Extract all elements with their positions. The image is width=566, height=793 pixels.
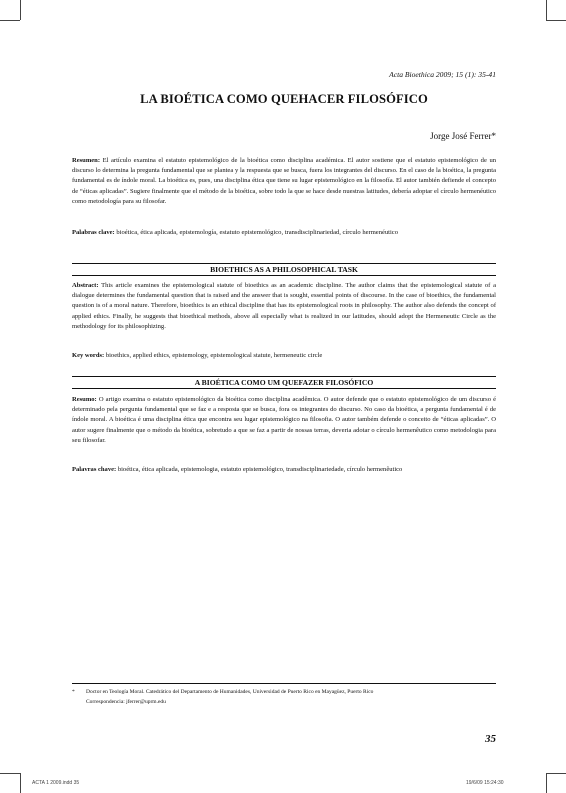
footnote-mark: * bbox=[72, 689, 75, 695]
resumen-paragraph bbox=[72, 156, 496, 207]
palabras-clave-paragraph bbox=[72, 228, 496, 238]
resumo-paragraph bbox=[72, 395, 496, 446]
palavras-chave-label: Palavras chave: bbox=[72, 466, 117, 473]
resumo-text: O artigo examina o estatuto epistemológico da bioética como disciplina acadêmica. O autor defende que o estatuto epistemológico de um discurso é determinado pela pergunta fundamental que se faz e a resposta que se busca, fora os integrantes do discurso. No caso da bioética, a pergunta fundamental é de índole moral. A bioética é uma disciplina ética que encontra seu lugar epistemológico na filosofia. O autor também defende o conceito de “éticas aplicadas”. O autor sugere finalmente que o método da bioética, sobretudo a que se faz a partir de nossas terras, deveria adotar o círculo hermenêutico como metodologia para seu filosofar. bbox=[72, 396, 496, 444]
author-footnote bbox=[72, 688, 496, 707]
footnote-correspondence: Correspondencia: jferrer@uprm.edu bbox=[86, 698, 166, 705]
keywords-label: Key words: bbox=[72, 352, 105, 359]
crop-mark-bottom-left-h bbox=[0, 773, 20, 774]
footnote-rule bbox=[72, 683, 496, 684]
section-heading-english: BIOETHICS AS A PHILOSOPHICAL TASK bbox=[72, 263, 496, 276]
printer-slug-left: ACTA 1 2009.indd 35 bbox=[32, 780, 80, 786]
article-page bbox=[72, 0, 496, 793]
crop-mark-top-left bbox=[20, 0, 21, 20]
footnote-affiliation: Doctor en Teología Moral. Catedrático del Departamento de Humanidades, Universidad de Puerto Rico en Mayagüez, Puerto Rico bbox=[86, 689, 374, 695]
palabras-clave-label: Palabras clave: bbox=[72, 229, 115, 236]
crop-mark-bottom-left bbox=[20, 773, 21, 793]
keywords-paragraph bbox=[72, 351, 496, 361]
resumen-label: Resumen: bbox=[72, 157, 101, 164]
crop-mark-top-right bbox=[546, 0, 547, 20]
palavras-chave-text: bioética, ética aplicada, epistemologia, estatuto epistemológico, transdisciplinariedade, círculo hermenêutico bbox=[117, 466, 403, 473]
abstract-paragraph bbox=[72, 281, 496, 332]
crop-mark-top-right-h bbox=[546, 20, 566, 21]
abstract-text: This article examines the epistemological statute of bioethics as an academic discipline. The author claims that the epistemological statute of a dialogue determines the fundamental question that is raised and the answer that is sought, essential points of discourse. In the case of bioethics, the fundamental question is of a moral nature. Therefore, bioethics is an ethical discipline that has its epistemological roots in philosophy. The author also defends the concept of applied ethics. Finally, he suggests that bioethical methods, above all especially what is realized in our latitudes, should adopt the Hermeneutic Circle as the methodology for its philosophizing. bbox=[72, 282, 496, 330]
author-name: Jorge José Ferrer* bbox=[430, 131, 496, 141]
section-heading-portuguese: A BIOÉTICA COMO UM QUEFAZER FILOSÓFICO bbox=[72, 376, 496, 389]
printer-slug-right: 19/6/09 15:24:30 bbox=[466, 780, 504, 786]
abstract-label: Abstract: bbox=[72, 282, 99, 289]
crop-mark-top-left-h bbox=[0, 20, 20, 21]
page-number: 35 bbox=[485, 733, 496, 745]
crop-mark-bottom-right bbox=[546, 773, 547, 793]
crop-mark-bottom-right-h bbox=[546, 773, 566, 774]
keywords-text: bioethics, applied ethics, epistemology, epistemological statute, hermeneutic circle bbox=[105, 352, 323, 359]
resumo-label: Resumo: bbox=[72, 396, 97, 403]
palavras-chave-paragraph bbox=[72, 465, 496, 475]
article-title: LA BIOÉTICA COMO QUEHACER FILOSÓFICO bbox=[140, 92, 428, 106]
palabras-clave-text: bioética, ética aplicada, epistemología, estatuto epistemológico, transdisciplinariedad, círculo hermenéutico bbox=[116, 229, 398, 236]
journal-reference: Acta Bioethica 2009; 15 (1): 35-41 bbox=[389, 70, 496, 79]
resumen-text: El artículo examina el estatuto epistemológico de la bioética como disciplina académica. El autor sostiene que el estatuto epistemológico de un discurso lo determina la pregunta fundamental que se plantea y la respuesta que se busca, fuera los integrantes del discurso. En el caso de la bioética, la pregunta fundamental es de índole moral. La bioética es, pues, una disciplina ética que tiene su lugar epistemológico en la filosofía. El autor también defiende el concepto de “éticas aplicadas”. Sugiere finalmente que el método de la bioética, sobre todo la que se hace desde nuestras latitudes, debería adoptar el círculo hermenéutico como metodología para su filosofar. bbox=[72, 157, 496, 205]
